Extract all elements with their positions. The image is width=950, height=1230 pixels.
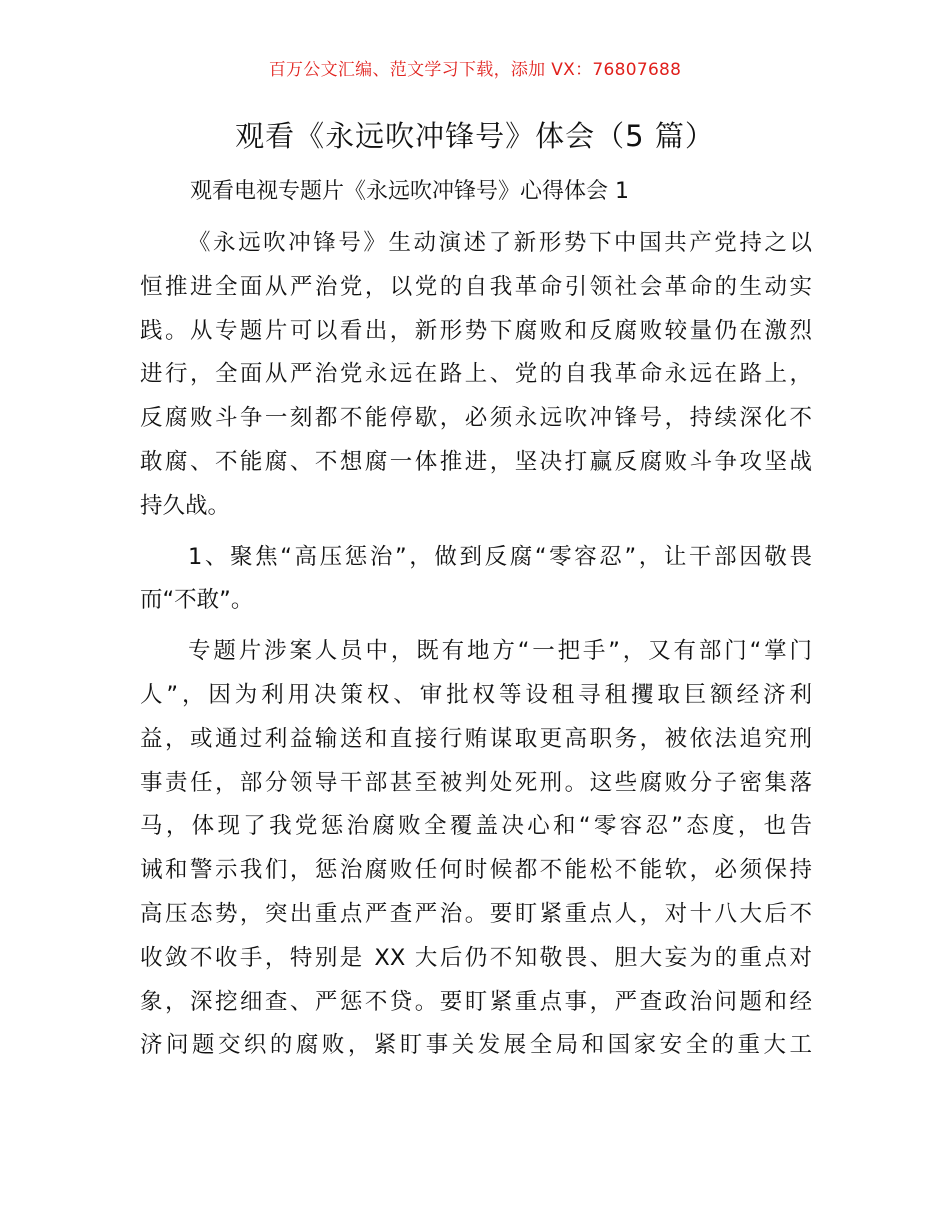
text-line: 《永远吹冲锋号》生动演述了新形势下中国共产党持之以 <box>188 230 812 256</box>
text-line: 专题片涉案人员中，既有地方“一把手”，又有部门“掌门 <box>188 638 812 665</box>
body-text <box>140 222 812 1075</box>
section-subtitle: 观看电视专题片《永远吹冲锋号》心得体会 1 <box>190 179 629 204</box>
promo-header: 百万公文汇编、范文学习下载，添加 VX：76807688 <box>268 60 682 80</box>
text-line: 诫和警示我们，惩治腐败任何时候都不能松不能软，必须保持 <box>140 857 812 884</box>
text-line: 象，深挖细查、严惩不贷。要盯紧重点事，严查政治问题和经 <box>140 988 812 1015</box>
text-line: 高压态势，突出重点严查严治。要盯紧重点人，对十八大后不 <box>140 900 812 927</box>
text-line: 益，或通过利益输送和直接行贿谋取更高职务，被依法追究刑 <box>140 725 812 752</box>
text-line: 持久战。 <box>140 492 231 519</box>
text-line: 恒推进全面从严治党，以党的自我革命引领社会革命的生动实 <box>140 273 812 300</box>
paragraph-heading <box>140 536 812 624</box>
text-line: 马，体现了我党惩治腐败全覆盖决心和“零容忍”态度，也告 <box>140 813 812 840</box>
text-line: 事责任，部分领导干部甚至被判处死刑。这些腐败分子密集落 <box>140 769 812 796</box>
document-title: 观看《永远吹冲锋号》体会（5 篇） <box>235 119 715 153</box>
text-line: 反腐败斗争一刻都不能停歇，必须永远吹冲锋号，持续深化不 <box>140 405 812 432</box>
paragraph <box>140 630 812 1068</box>
text-line: 人”，因为利用决策权、审批权等设租寻租攫取巨额经济利 <box>140 681 812 708</box>
text-line: 进行，全面从严治党永远在路上、党的自我革命永远在路上， <box>140 361 812 388</box>
text-line: 而“不敢”。 <box>140 587 254 614</box>
text-line: 1、聚焦“高压惩治”，做到反腐“零容忍”，让干部因敬畏 <box>188 543 812 570</box>
text-line: 敢腐、不能腐、不想腐一体推进，坚决打赢反腐败斗争攻坚战 <box>140 448 812 475</box>
paragraph <box>140 222 812 529</box>
text-line: 收敛不收手，特别是 XX 大后仍不知敬畏、胆大妄为的重点对 <box>140 944 812 971</box>
text-line: 济问题交织的腐败，紧盯事关发展全局和国家安全的重大工 <box>140 1032 812 1059</box>
text-line: 践。从专题片可以看出，新形势下腐败和反腐败较量仍在激烈 <box>140 317 812 344</box>
